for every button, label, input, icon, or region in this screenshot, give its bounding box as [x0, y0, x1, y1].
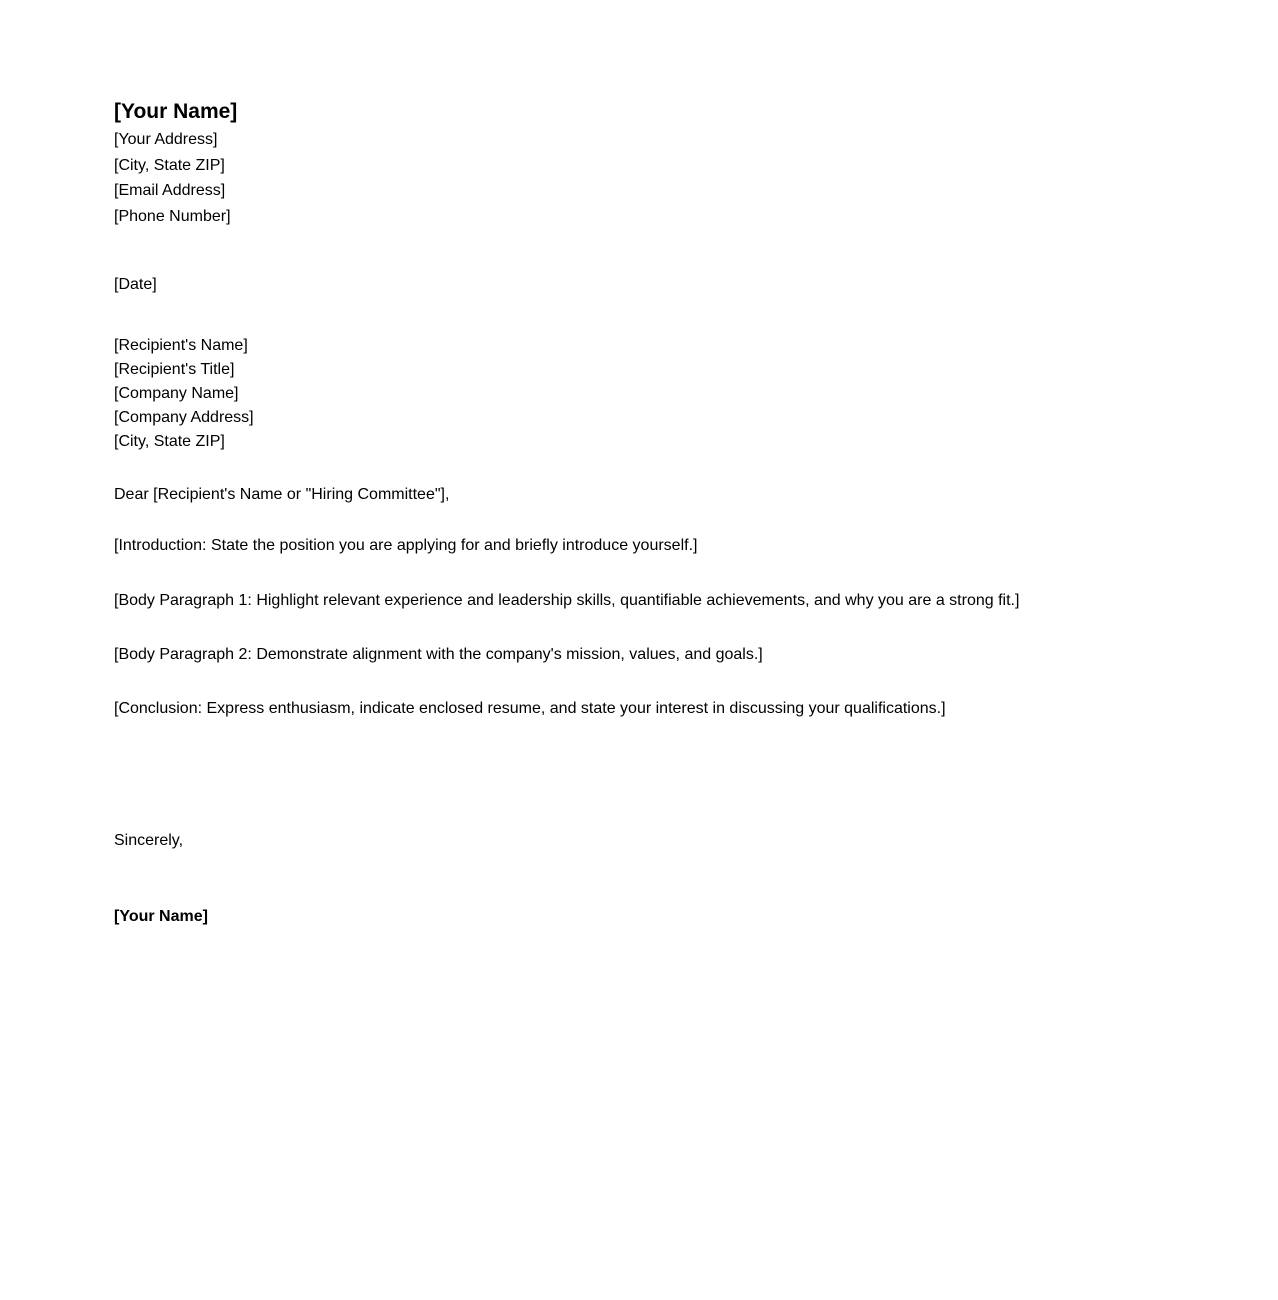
- body-paragraph-1: [Body Paragraph 1: Highlight relevant experience and leadership skills, quantifiable achievements, and why you are a strong fit.]: [114, 592, 1020, 609]
- sender-city-state-zip: [City, State ZIP]: [114, 157, 225, 174]
- conclusion-paragraph: [Conclusion: Express enthusiasm, indicate enclosed resume, and state your interest in discussing your qualifications.]: [114, 700, 946, 717]
- introduction-paragraph: [Introduction: State the position you are applying for and briefly introduce yourself.]: [114, 537, 698, 554]
- signature-name: [Your Name]: [114, 908, 208, 925]
- recipient-company: [Company Name]: [114, 385, 239, 402]
- closing: Sincerely,: [114, 832, 184, 849]
- body-paragraph-2: [Body Paragraph 2: Demonstrate alignment with the company's mission, values, and goals.]: [114, 646, 763, 663]
- letter-date: [Date]: [114, 276, 157, 293]
- sender-address: [Your Address]: [114, 131, 218, 148]
- recipient-title: [Recipient's Title]: [114, 361, 235, 378]
- sender-phone: [Phone Number]: [114, 208, 231, 225]
- salutation: Dear [Recipient's Name or "Hiring Committee"],: [114, 486, 450, 503]
- recipient-name: [Recipient's Name]: [114, 337, 248, 354]
- recipient-company-address: [Company Address]: [114, 409, 254, 426]
- sender-email: [Email Address]: [114, 182, 226, 199]
- sender-name: [Your Name]: [114, 100, 238, 123]
- recipient-city-state-zip: [City, State ZIP]: [114, 433, 225, 450]
